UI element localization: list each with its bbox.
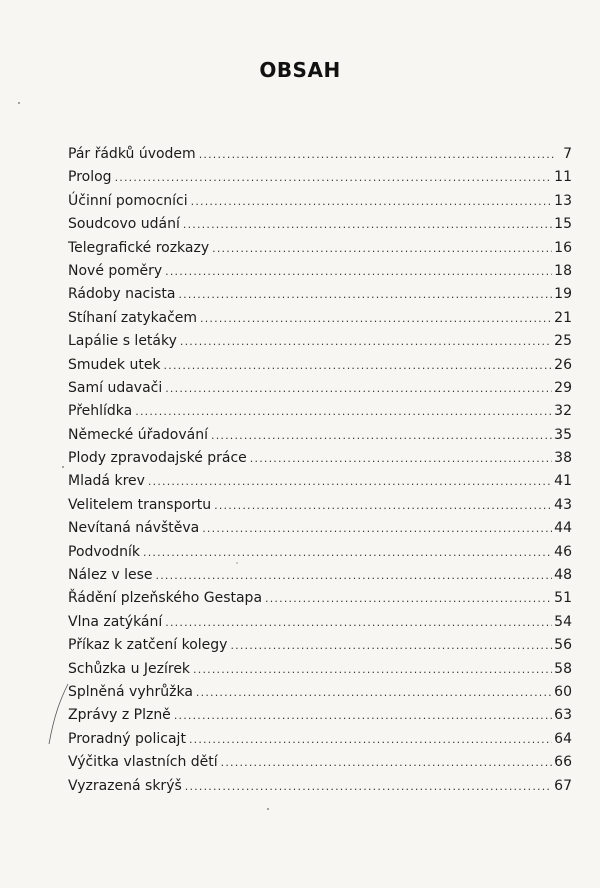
toc-entry	[68, 307, 572, 330]
toc-leader-dots	[211, 424, 552, 447]
toc-leader-dots	[156, 564, 553, 587]
toc-entry-title: Proradný policajt	[68, 730, 186, 747]
toc-entry-page-number: 44	[554, 520, 572, 537]
toc-entry-page-number: 35	[554, 426, 572, 443]
page-title: OBSAH	[259, 58, 341, 82]
toc-leader-dots	[178, 283, 552, 306]
toc-entry	[68, 541, 572, 564]
toc-entry-page-number: 66	[554, 754, 572, 771]
paper-speck	[236, 562, 238, 564]
toc-entry-page-number: 7	[563, 146, 572, 162]
toc-entry-page-number: 38	[554, 450, 572, 467]
toc-entry	[68, 190, 572, 213]
toc-entry	[68, 400, 572, 423]
toc-leader-dots	[174, 704, 552, 727]
toc-entry	[68, 447, 572, 470]
toc-leader-dots	[230, 634, 552, 657]
toc-leader-dots	[191, 190, 553, 213]
toc-leader-dots	[200, 307, 552, 330]
toc-entry-page-number: 58	[554, 660, 572, 677]
toc-entry-page-number: 51	[554, 590, 572, 607]
toc-entry-page-number: 60	[554, 683, 572, 700]
toc-leader-dots	[165, 611, 552, 634]
toc-leader-dots	[196, 681, 552, 704]
toc-entry-title: Podvodník	[68, 543, 141, 560]
toc-entry-title: Výčitka vlastních dětí	[68, 754, 218, 771]
toc-entry	[68, 681, 572, 704]
toc-entry-page-number: 64	[554, 730, 572, 747]
toc-entry-page-number: 32	[554, 403, 572, 420]
toc-leader-dots	[180, 330, 552, 353]
toc-entry	[68, 634, 572, 657]
paper-speck	[18, 102, 20, 104]
toc-entry	[68, 377, 572, 400]
toc-entry-title: Lapálie s letáky	[68, 333, 177, 350]
toc-leader-dots	[185, 775, 552, 798]
toc-entry	[68, 564, 572, 587]
toc-entry-title: Německé úřadování	[68, 426, 208, 443]
toc-entry	[68, 751, 572, 774]
toc-entry-page-number: 16	[554, 239, 572, 256]
toc-entry-page-number: 21	[554, 309, 572, 326]
toc-entry-page-number: 15	[554, 216, 572, 233]
toc-entry-page-number: 63	[554, 707, 572, 724]
toc-entry	[68, 704, 572, 727]
toc-entry-title: Plody zpravodajské práce	[68, 450, 247, 467]
toc-entry-page-number: 11	[554, 169, 572, 186]
paper-speck	[62, 466, 64, 468]
toc-entry	[68, 283, 572, 306]
toc-leader-dots	[135, 400, 552, 423]
paper-speck	[267, 808, 269, 810]
toc-entry-title: Nález v lese	[68, 567, 153, 584]
toc-leader-dots	[183, 213, 552, 236]
toc-leader-dots	[250, 447, 552, 470]
toc-entry-page-number: 26	[554, 356, 572, 373]
toc-entry-title: Přehlídka	[68, 403, 133, 420]
toc-leader-dots	[221, 751, 553, 774]
toc-entry	[68, 658, 572, 681]
toc-entry-page-number: 56	[554, 637, 572, 654]
toc-leader-dots	[199, 143, 556, 166]
toc-entry-title: Smudek utek	[68, 356, 161, 373]
toc-entry-title: Stíhaní zatykačem	[68, 309, 198, 326]
toc-entry	[68, 260, 572, 283]
toc-entry-page-number: 25	[554, 333, 572, 350]
toc-entry-page-number: 18	[554, 262, 572, 279]
toc-entry-title: Vyzrazená skrýš	[68, 777, 182, 794]
toc-entry	[68, 775, 572, 798]
toc-entry	[68, 494, 572, 517]
toc-entry	[68, 143, 572, 166]
toc-entry-page-number: 43	[554, 496, 572, 513]
toc-leader-dots	[164, 354, 553, 377]
toc-entry-page-number: 41	[554, 473, 572, 490]
pen-mark	[46, 682, 70, 746]
toc-entry-page-number: 54	[554, 613, 572, 630]
toc-entry-title: Příkaz k zatčení kolegy	[68, 637, 228, 654]
toc-leader-dots	[115, 166, 553, 189]
toc-entry-page-number: 13	[554, 192, 572, 209]
toc-entry-title: Řádění plzeňského Gestapa	[68, 590, 263, 607]
toc-leader-dots	[193, 658, 552, 681]
toc-leader-dots	[189, 728, 552, 751]
toc-entry	[68, 470, 572, 493]
toc-leader-dots	[212, 237, 552, 260]
table-of-contents	[68, 143, 572, 798]
toc-leader-dots	[214, 494, 552, 517]
toc-entry-title: Samí udavači	[68, 379, 163, 396]
toc-entry-title: Zprávy z Plzně	[68, 707, 171, 724]
toc-entry-title: Mladá krev	[68, 473, 145, 490]
toc-entry-title: Soudcovo udání	[68, 216, 180, 233]
toc-entry-title: Telegrafické rozkazy	[68, 239, 210, 256]
toc-entry-title: Schůzka u Jezírek	[68, 660, 191, 677]
toc-leader-dots	[165, 260, 552, 283]
toc-leader-dots	[265, 587, 552, 610]
toc-entry-title: Rádoby nacista	[68, 286, 176, 303]
toc-entry-title: Splněná vyhrůžka	[68, 683, 193, 700]
toc-entry	[68, 611, 572, 634]
toc-entry	[68, 213, 572, 236]
toc-entry	[68, 517, 572, 540]
toc-entry-page-number: 29	[554, 379, 572, 396]
toc-entry-page-number: 19	[554, 286, 572, 303]
toc-entry	[68, 330, 572, 353]
toc-leader-dots	[148, 470, 552, 493]
toc-entry	[68, 587, 572, 610]
toc-entry-title: Velitelem transportu	[68, 496, 212, 513]
toc-entry-title: Nevítaná návštěva	[68, 520, 200, 537]
toc-entry-title: Vlna zatýkání	[68, 613, 163, 630]
toc-entry	[68, 354, 572, 377]
toc-entry-title: Účinní pomocníci	[68, 192, 188, 209]
toc-entry-page-number: 46	[554, 543, 572, 560]
toc-entry-title: Prolog	[68, 169, 112, 186]
toc-leader-dots	[202, 517, 552, 540]
toc-entry-page-number: 67	[554, 777, 572, 794]
toc-entry	[68, 166, 572, 189]
toc-leader-dots	[165, 377, 552, 400]
toc-entry	[68, 728, 572, 751]
toc-entry-title: Nové poměry	[68, 262, 163, 279]
toc-entry	[68, 237, 572, 260]
toc-entry-page-number: 48	[554, 567, 572, 584]
toc-entry-title: Pár řádků úvodem	[68, 146, 196, 162]
toc-entry	[68, 424, 572, 447]
toc-leader-dots	[143, 541, 552, 564]
